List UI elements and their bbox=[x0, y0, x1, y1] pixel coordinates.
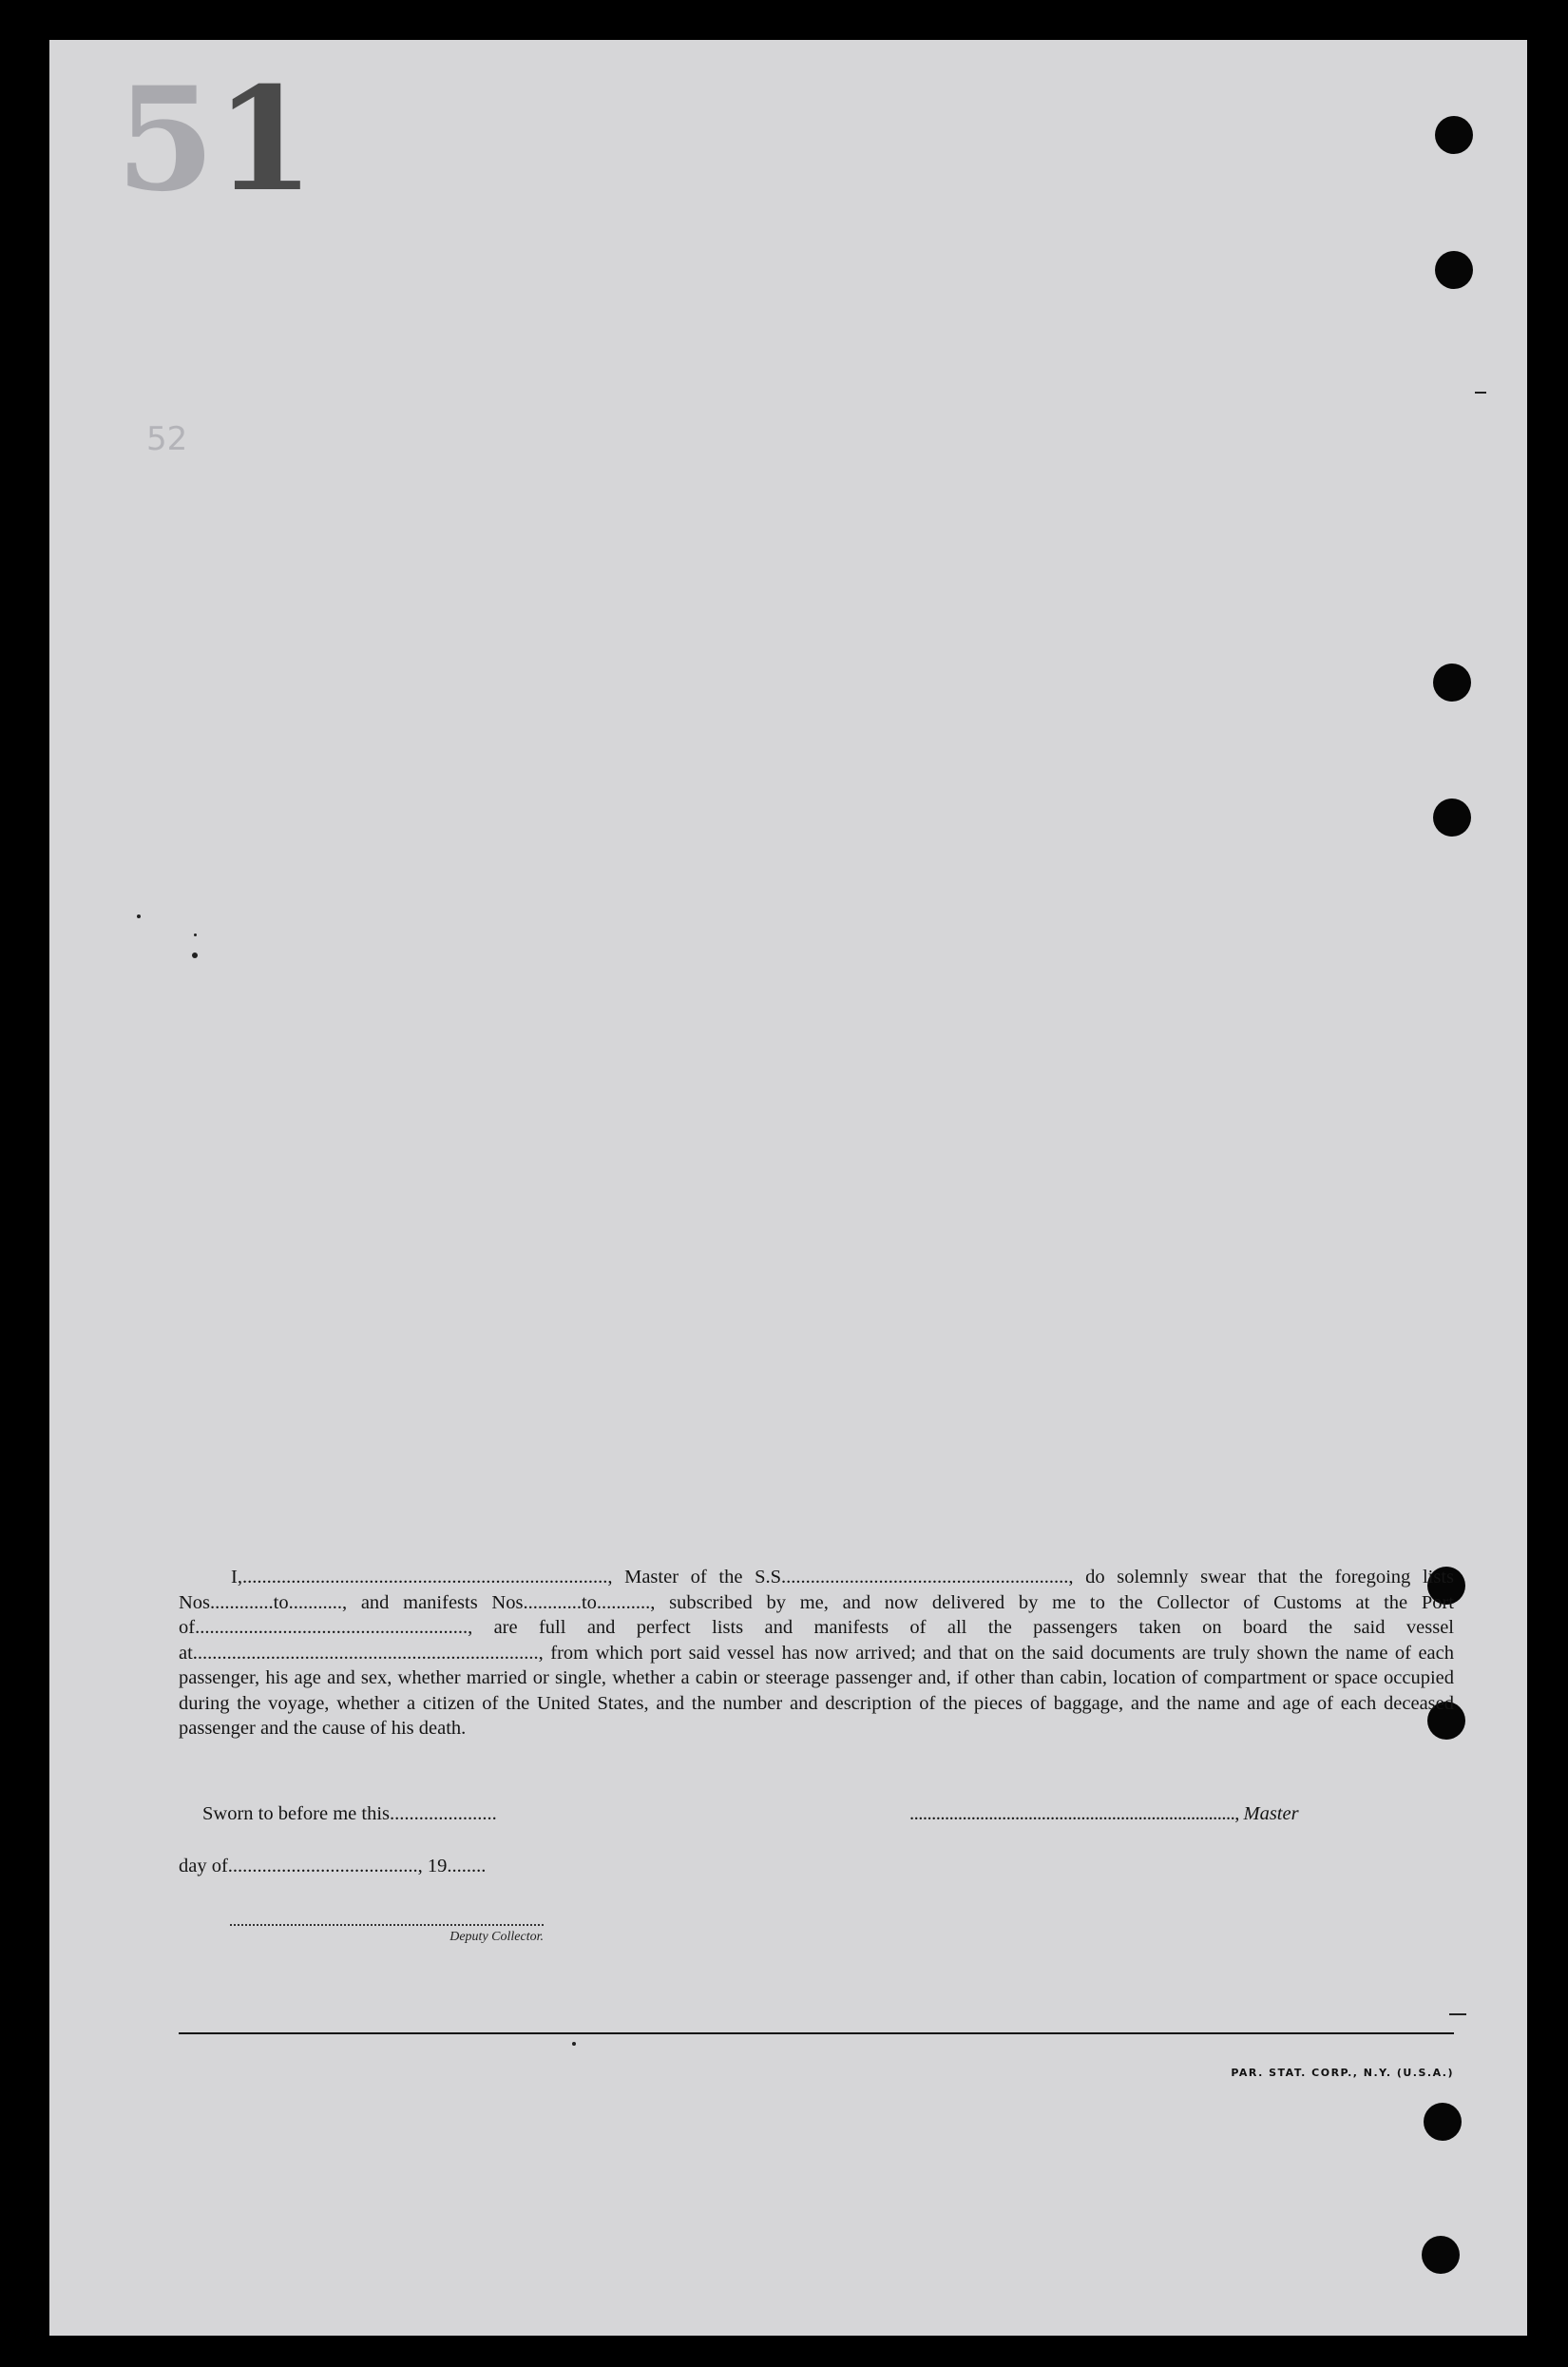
day-line bbox=[179, 1856, 486, 1877]
oath-text: I,..........................................................................., Master of the S.S..........................................................., do solemnly swear that the foregoing lists Nos.............to..........., and manifests Nos............to..........., subscribed by me, and now delivered by me to the Collector of Customs at the Port of........................................................, are full and perfect lists and manifests of all the passengers taken on board the said vessel at......................................................................., from which port said vessel has now arrived; and that on the said documents are truly shown the name of each passenger, his age and sex, whether married or single, whether a cabin or steerage passenger and, if other than cabin, location of compartment or space occupied during the voyage, whether a citizen of the United States, and the number and description of the pieces of baggage, and the name and age of each deceased passenger and the cause of his death. bbox=[179, 1567, 1454, 1739]
ink-speck bbox=[1449, 2013, 1466, 2015]
document-page bbox=[49, 40, 1527, 2336]
punch-hole bbox=[1424, 2103, 1462, 2141]
deputy-collector-label: Deputy Collector. bbox=[449, 1930, 544, 1944]
master-dots: .........................................................................., bbox=[909, 1803, 1244, 1824]
ink-speck bbox=[1475, 392, 1486, 394]
ink-speck bbox=[572, 2042, 576, 2046]
ink-speck bbox=[192, 953, 198, 958]
pencil-note: 52 bbox=[146, 420, 188, 458]
day-text: day of......................................., 19........ bbox=[179, 1856, 487, 1876]
ink-speck bbox=[137, 914, 141, 918]
ink-speck bbox=[194, 933, 197, 936]
printer-imprint: PAR. STAT. CORP., N.Y. (U.S.A.) bbox=[1231, 2067, 1454, 2079]
master-label: Master bbox=[1243, 1803, 1299, 1824]
stamp-digit-faint: 5 bbox=[116, 56, 216, 223]
stamp-digit-dark: 1 bbox=[215, 56, 315, 223]
punch-hole bbox=[1433, 799, 1471, 837]
page-number-stamp bbox=[116, 56, 315, 223]
sworn-text: Sworn to before me this...................... bbox=[202, 1803, 497, 1824]
master-signature-line bbox=[909, 1803, 1299, 1825]
punch-hole bbox=[1422, 2236, 1460, 2274]
punch-hole bbox=[1433, 664, 1471, 702]
punch-hole bbox=[1435, 116, 1473, 154]
punch-hole bbox=[1435, 251, 1473, 289]
deputy-collector-line bbox=[230, 1924, 544, 1944]
sworn-line bbox=[202, 1803, 497, 1825]
horizontal-rule bbox=[179, 2032, 1454, 2034]
oath-paragraph bbox=[179, 1565, 1454, 1742]
